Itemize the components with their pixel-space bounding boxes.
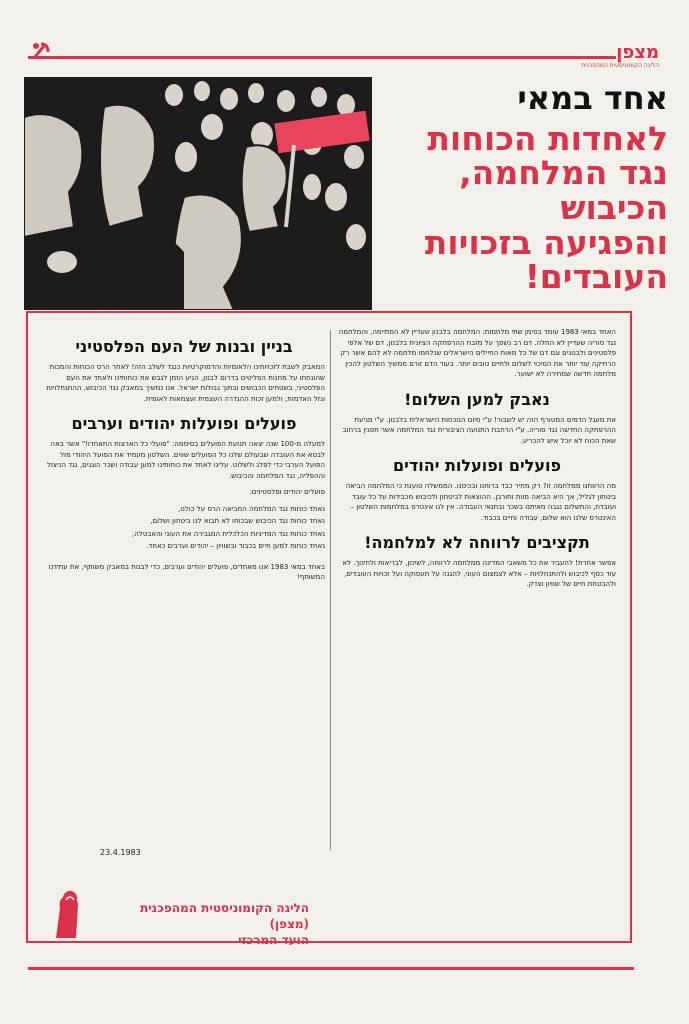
section-body-welfare-budgets: אפשר אחרת! להעביר את כל משאבי המדינה ממלחמה לרווחה, לשיכון, לבריאות ולחינוך. לא עוד כסף לכיבוש ולהתנחלויות – אלא לצמצום העוני, להגנה על תעסוקה ועל זכויות העובדים, ולהבטחת חיים של שוויון וצדק. (342, 559, 616, 588)
list-item: נאחד כוחות נגד הכיבוש שבכוחו לא תבוא לנו ביטחון ושלום, (150, 517, 325, 525)
section-body-palestinian-people: המאבק לשבת לזכויותינו הלאומיות והדמוקרטיות כנגד לשלב הזה! לאחר הרס הכוחות והמכות שהונחתו על מחנות הפליטים בדרום לבנון, הגיע הזמן לגבש את כוחותינו ולאחד את העם הפלסטיני, בשטחים הכבושים ובתוך גבולות ישראל. אנו נמשיך במאבק נגד הכיבוש, ההתנחלויות וגזל האדמות, ולמען זכות ההגדרה העצמית ועצמאות לאומית. (46, 363, 325, 403)
signature-alias: (מצפן) (269, 917, 309, 931)
section-title-jewish-arab-workers: פועלים ופועלות יהודים וערבים (71, 414, 297, 433)
masthead-subtitle: הליגה הקומוניסטית המהפכנית (581, 62, 659, 69)
section-title-welfare-budgets: תקציבים לרווחה לא למלחמה! (364, 533, 590, 552)
headline-block (378, 79, 668, 297)
crowd-illustration (24, 77, 372, 310)
section-body-jewish-arab-workers: למעלה מ-100 שנה יצאה תנועת הפועלים בסיסמה: "פועלי כל הארצות התאחדו!" אשר באה לבטא את העובדה שבעולם שלנו כל הפועלים שווים. השלטון מעמיד את הפועל היהודי מול הפועל הערבי כדי לפלג ולשלוט. עלינו לאחד את כוחותינו למען עבודה ושכר הוגנים, נגד הניצול וההפליה, נגד המלחמה והכיבוש. (47, 440, 325, 480)
section-body-jewish-workers: מה הרווחנו ממלחמה זו? רק מחיר כבד ברוחנו ובכיסנו. הממשלה טוענת כי המלחמה הביאה ביטחון לגליל, אך היא הביאה מוות וחורבן. ההוצאות לביטחון ולכיבוש מכבידות על כל עובד ועובדת, והתשלום נגבה מאיתנו בשכר ובתנאי העבודה. אין לנו אינטרס במלחמות השלטון – האינטרס שלנו הוא שלום, עבודה וחיים בכבוד. (345, 482, 616, 522)
signature-block (119, 900, 309, 948)
masthead-logo: מצפן (616, 42, 659, 63)
signature-committee: הועד המרכזי (238, 933, 309, 947)
signature-org: הליגה הקומוניסטית המהפכנית (139, 901, 309, 915)
fist-rose-icon (48, 888, 88, 940)
closing-paragraph: באחד במאי 1983 אנו מאחדים, פועלים יהודים וערבים, כדי לבנות במאבק משותף, את עתידנו המשותף! (48, 562, 325, 581)
top-rule (28, 56, 616, 59)
sub-headline-line-4: העובדים! (524, 257, 668, 297)
sub-headline-line-2: נגד המלחמה, הכיבוש (459, 153, 668, 227)
section-body-peace: את מעגל הדמים המטורף הזה יש לשבור! ע"י סיום הנוכחות הישראלית בלבנון. ע"י מניעת ההרפתקה החדשה נגד סוריה. ע"י הרחבת התנועה הציבורית נגד המלחמה אשר תפגין ברחוב שאת הכוח לא יוכל איש להכריע. (342, 415, 616, 445)
section-title-jewish-workers: פועלים ופועלות יהודים (392, 456, 562, 475)
list-intro: פועלים יהודים ופלסטינים: (249, 488, 325, 496)
right-column (338, 327, 616, 596)
list-item: נאחד כוחות נגד המדיניות הכלכלית המגבירה את העוני והאבטלה, (132, 529, 325, 538)
bottom-rule (28, 967, 634, 970)
section-title-palestinian-people: בניין ובנות של העם הפלסטיני (75, 337, 293, 356)
headline: אחד במאי (517, 79, 668, 117)
list-item: נאחד כוחות נגד המלחמה המביאה הרס על כולנו, (178, 504, 325, 513)
sub-headline-line-1: לאחדות הכוחות (427, 118, 668, 158)
column-divider (330, 330, 331, 850)
intro-paragraph: האחד במאי 1983 עומד בסימן שתי מלחמות: המלחמה בלבנון שעדיין לא הסתיימה, והמלחמה נגד סוריה שעדיין לא החלה. דם רב נשפך על מזבח ההרפתקה הציונית בלבנון, דם של אלפי פלסטינים ולבנונים וגם דם של כל מאות החיילים הישראלים שנלחמו מלחמה לא להם אשר רק הרחיקה עוד יותר את הסיכוי לשלום ולחיים טובים יותר. בעוד הדם זורם ממשיך השלטון להכין מלחמה חדשה שמחירה לא ישוער. (338, 328, 616, 378)
sub-headline-line-3: והפגיעה בזכויות (424, 222, 668, 262)
section-title-peace: נאבק למען השלום! (404, 389, 550, 409)
left-column (43, 327, 325, 589)
list-item: נאחד כוחות למען חיים בכבוד ובשוויון – יהודים וערבים כאחד. (146, 542, 325, 550)
hammer-sickle-icon (30, 40, 52, 62)
publication-date: 23.4.1983 (100, 848, 141, 857)
woodcut-illustration (24, 77, 372, 310)
